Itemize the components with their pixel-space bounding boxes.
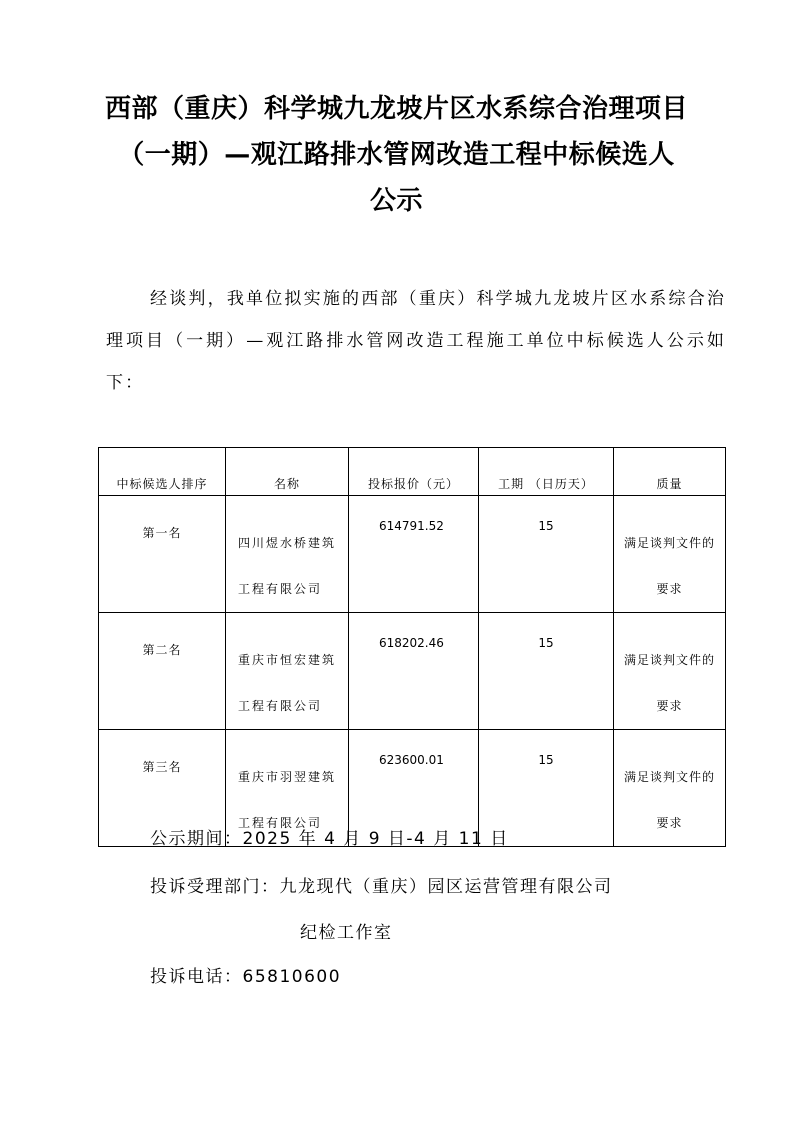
complaint-phone [150,962,341,987]
publicity-period-label: 公示期间： [150,829,243,849]
title-line-1: 西部（重庆）科学城九龙坡片区水系综合治理项目 [104,94,688,124]
table-row [99,496,726,613]
company-name-cell: 重庆市恒宏建筑工程有限公司 [226,613,349,730]
complaint-department-label: 投诉受理部门： [150,877,280,897]
period-cell: 15 [479,730,614,847]
header-quality: 质量 [614,448,726,496]
quality-cell: 满足谈判文件的要求 [614,613,726,730]
complaint-phone-label: 投诉电话： [150,967,243,987]
header-price: 投标报价（元） [349,448,479,496]
intro-paragraph: 经谈判，我单位拟实施的西部（重庆）科学城九龙坡片区水系综合治理项目（一期）—观江路排水管网改造工程施工单位中标候选人公示如下： [106,289,726,393]
complaint-department-line-2: 纪检工作室 [300,923,393,943]
company-name-cell: 重庆市羽翌建筑工程有限公司 [226,730,349,847]
publicity-period [150,824,509,849]
period-cell: 15 [479,496,614,613]
rank-cell: 第三名 [99,730,226,847]
bid-price-cell: 614791.52 [349,496,479,613]
bid-price-cell: 623600.01 [349,730,479,847]
header-name: 名称 [226,448,349,496]
publicity-period-value: 2025 年 4 月 9 日-4 月 11 日 [242,829,509,849]
candidate-table [98,447,726,847]
quality-cell: 满足谈判文件的要求 [614,496,726,613]
title-line-3: 公示 [369,186,423,216]
rank-cell: 第二名 [99,613,226,730]
complaint-phone-value: 65810600 [242,967,342,987]
rank-cell: 第一名 [99,496,226,613]
period-cell: 15 [479,613,614,730]
bid-price-cell: 618202.46 [349,613,479,730]
table-row [99,613,726,730]
complaint-department [150,872,613,897]
title-line-2: （一期）—观江路排水管网改造工程中标候选人 [118,140,675,170]
quality-cell: 满足谈判文件的要求 [614,730,726,847]
header-rank: 中标候选人排序 [99,448,226,496]
document-title [60,86,733,224]
complaint-department-value: 九龙现代（重庆）园区运营管理有限公司 [279,877,613,897]
header-period: 工期 （日历天） [479,448,614,496]
company-name-cell: 四川煜水桥建筑工程有限公司 [226,496,349,613]
table-header-row [99,448,726,496]
